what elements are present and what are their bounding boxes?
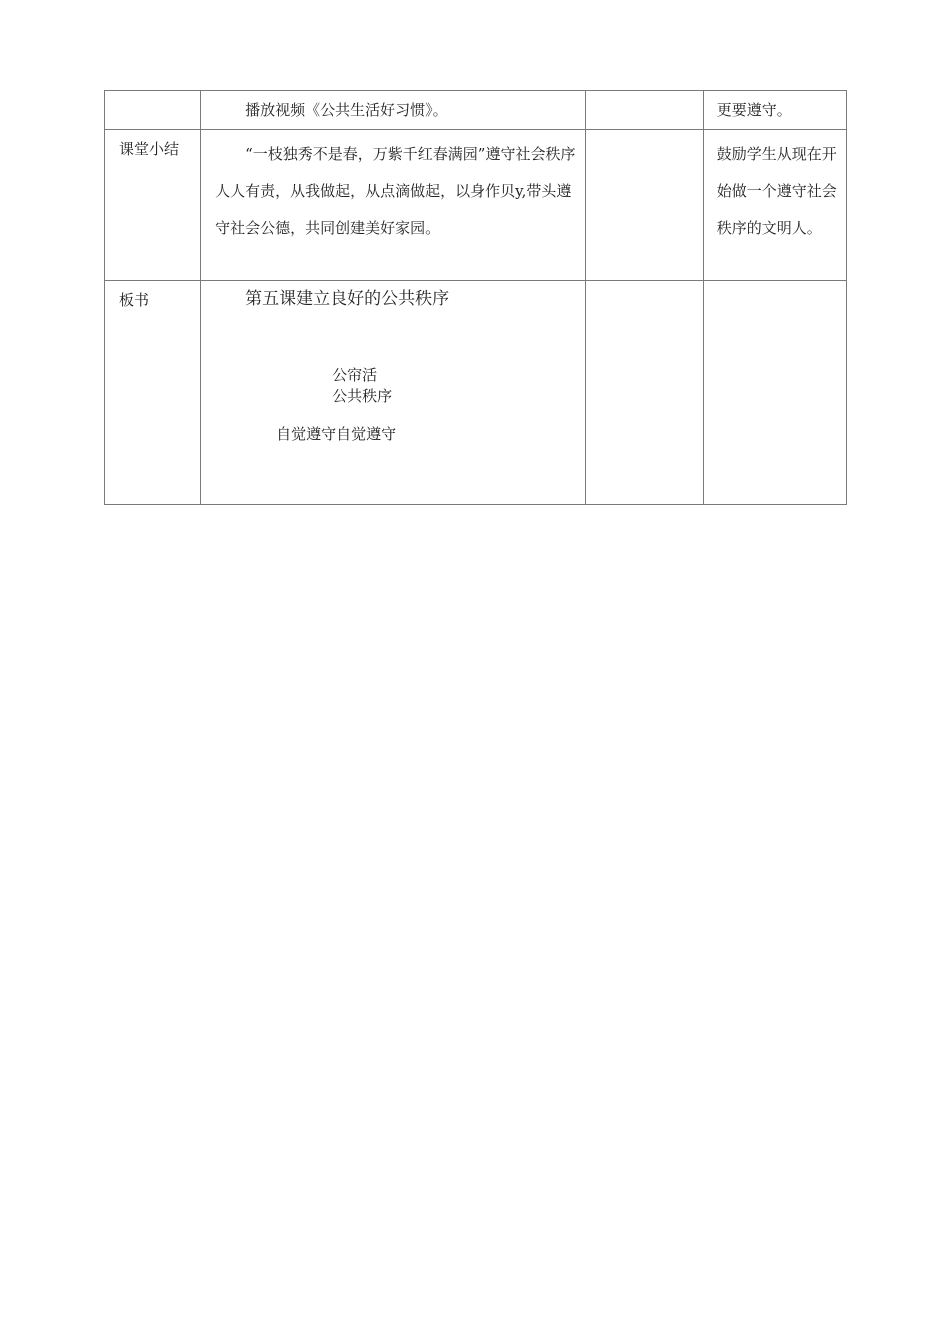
- note-cell: [703, 91, 846, 130]
- table-row: [105, 91, 847, 130]
- row-label-cell: [105, 130, 201, 281]
- row-label-cell: [105, 91, 201, 130]
- video-activity-text: 播放视频《公共生活好习惯》。: [245, 101, 448, 119]
- summary-text: “一枝独秀不是春，万紫千红春满园”遵守社会秩序人人有责，从我做起，从点滴做起，以身作贝y,带头遵守社会公德，共同创建美好家园。: [215, 145, 576, 237]
- blackboard-cell: [201, 281, 586, 505]
- encouragement-text: 鼓励学生从现在开始做一个遵守社会秩序的文明人。: [716, 145, 837, 237]
- blackboard-line: 自觉遵守自觉遵守: [276, 425, 397, 443]
- note-cell: [703, 281, 846, 505]
- table-row: [105, 281, 847, 505]
- content-cell: [201, 91, 586, 130]
- lesson-plan-table: [104, 90, 847, 505]
- note-cell: [703, 130, 846, 281]
- row-label: [105, 91, 200, 94]
- blackboard-label: 板书: [119, 291, 150, 309]
- summary-label: 课堂小结: [119, 140, 180, 158]
- note-text: 更要遵守。: [716, 101, 792, 119]
- blank-cell: [585, 281, 703, 505]
- blackboard-line: 公帘活: [332, 366, 378, 384]
- row-label-cell: [105, 281, 201, 505]
- blackboard-line: 公共秩序: [332, 387, 393, 405]
- table-row: [105, 130, 847, 281]
- blank-cell: [585, 130, 703, 281]
- blackboard-title: 第五课建立良好的公共秩序: [245, 289, 450, 309]
- blank-cell: [585, 91, 703, 130]
- content-cell: [201, 130, 586, 281]
